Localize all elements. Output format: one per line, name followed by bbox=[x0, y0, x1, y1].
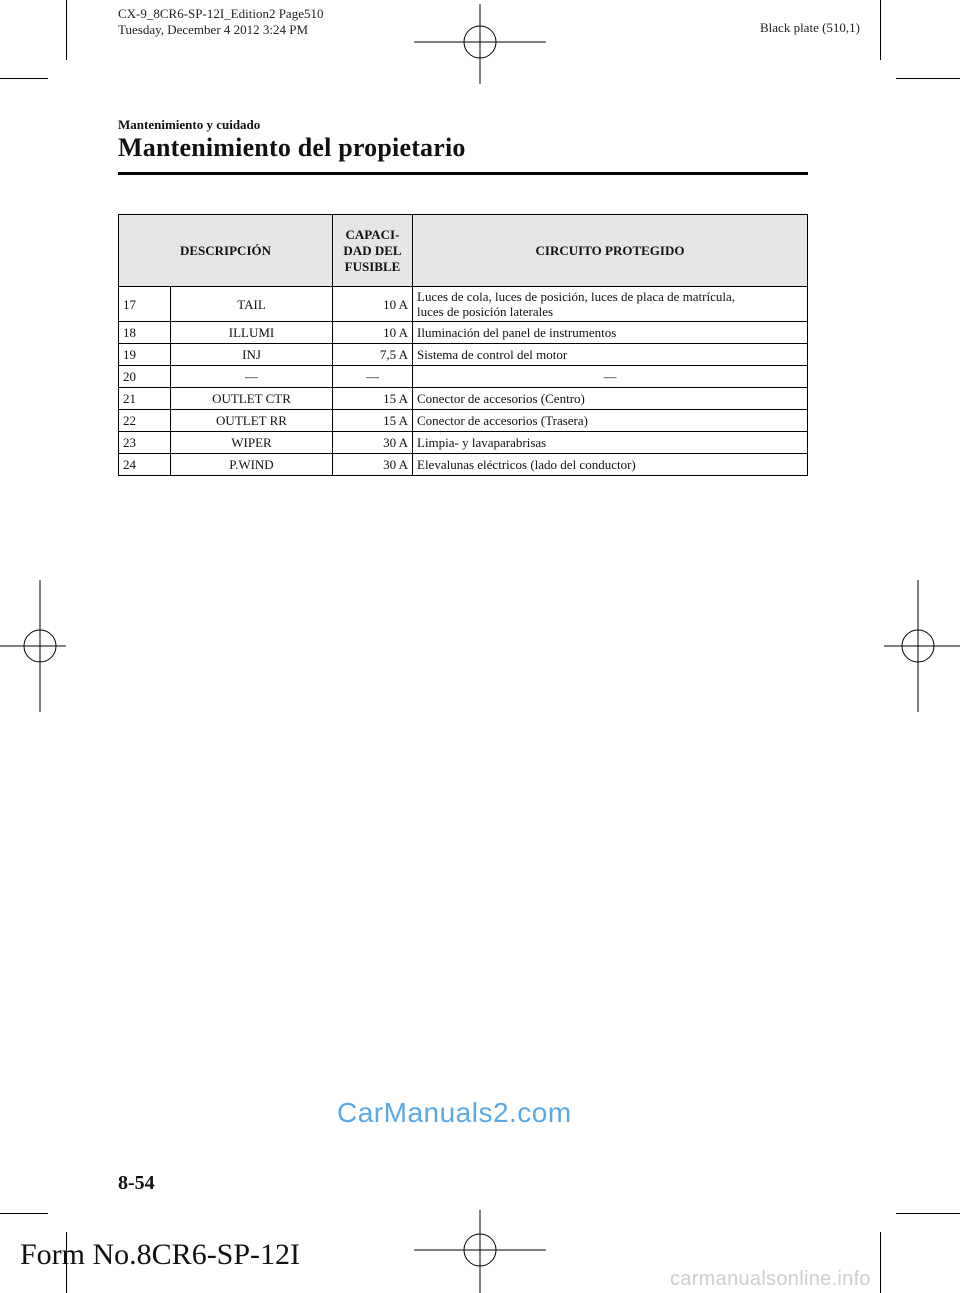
protected-circuit: Limpia- y lavaparabrisas bbox=[413, 432, 808, 454]
title-rule bbox=[118, 172, 808, 175]
protected-circuit: Sistema de control del motor bbox=[413, 344, 808, 366]
registration-mark-left-icon bbox=[0, 580, 66, 712]
fuse-capacity: 10 A bbox=[333, 322, 413, 344]
print-metadata-date: Tuesday, December 4 2012 3:24 PM bbox=[118, 22, 309, 37]
header-description: DESCRIPCIÓN bbox=[119, 215, 333, 287]
form-number: Form No.8CR6-SP-12I bbox=[20, 1238, 301, 1271]
fuse-number: 17 bbox=[119, 287, 171, 322]
table-row bbox=[119, 410, 808, 432]
table-row bbox=[119, 344, 808, 366]
protected-circuit: Conector de accesorios (Trasera) bbox=[413, 410, 808, 432]
section-label: Mantenimiento y cuidado bbox=[118, 117, 261, 132]
print-metadata bbox=[118, 6, 323, 38]
fuse-description: INJ bbox=[171, 344, 333, 366]
table-row bbox=[119, 366, 808, 388]
table-row bbox=[119, 322, 808, 344]
registration-mark-right-icon bbox=[884, 580, 960, 712]
fuse-number: 22 bbox=[119, 410, 171, 432]
fuse-number: 23 bbox=[119, 432, 171, 454]
header-capacity: CAPACI- DAD DEL FUSIBLE bbox=[333, 215, 413, 287]
fuse-capacity: 15 A bbox=[333, 410, 413, 432]
page-title: Mantenimiento del propietario bbox=[118, 133, 466, 162]
fuse-capacity: 30 A bbox=[333, 432, 413, 454]
fuse-description: — bbox=[171, 366, 333, 388]
fuse-description: ILLUMI bbox=[171, 322, 333, 344]
protected-circuit: Iluminación del panel de instrumentos bbox=[413, 322, 808, 344]
registration-mark-top-icon bbox=[414, 4, 546, 84]
fuse-capacity: 15 A bbox=[333, 388, 413, 410]
fuse-capacity: 7,5 A bbox=[333, 344, 413, 366]
fuse-description: OUTLET CTR bbox=[171, 388, 333, 410]
protected-circuit: Elevalunas eléctricos (lado del conductor) bbox=[413, 454, 808, 476]
table-row bbox=[119, 454, 808, 476]
black-plate-label: Black plate (510,1) bbox=[760, 20, 860, 35]
table-header-row bbox=[119, 215, 808, 287]
fuse-description: TAIL bbox=[171, 287, 333, 322]
fuse-capacity: 10 A bbox=[333, 287, 413, 322]
table-row bbox=[119, 432, 808, 454]
fuse-capacity: 30 A bbox=[333, 454, 413, 476]
fuse-number: 18 bbox=[119, 322, 171, 344]
print-metadata-file: CX-9_8CR6-SP-12I_Edition2 Page510 bbox=[118, 6, 324, 21]
table-row bbox=[119, 287, 808, 322]
fuse-number: 19 bbox=[119, 344, 171, 366]
protected-circuit: — bbox=[413, 366, 808, 388]
fuse-description: OUTLET RR bbox=[171, 410, 333, 432]
protected-circuit: Conector de accesorios (Centro) bbox=[413, 388, 808, 410]
table-row bbox=[119, 388, 808, 410]
header-circuit: CIRCUITO PROTEGIDO bbox=[413, 215, 808, 287]
fuse-number: 21 bbox=[119, 388, 171, 410]
protected-circuit: Luces de cola, luces de posición, luces de placa de matrícula, luces de posición laterales bbox=[413, 287, 808, 322]
fuse-description: P.WIND bbox=[171, 454, 333, 476]
fuse-number: 24 bbox=[119, 454, 171, 476]
fuse-table bbox=[118, 214, 808, 476]
fuse-description: WIPER bbox=[171, 432, 333, 454]
watermark-carmanualsonline: carmanualsonline.info bbox=[670, 1268, 871, 1290]
fuse-capacity: — bbox=[333, 366, 413, 388]
page-number: 8-54 bbox=[118, 1172, 155, 1194]
watermark-carmanuals2: CarManuals2.com bbox=[337, 1097, 572, 1128]
registration-mark-bottom-icon bbox=[414, 1210, 546, 1293]
fuse-number: 20 bbox=[119, 366, 171, 388]
